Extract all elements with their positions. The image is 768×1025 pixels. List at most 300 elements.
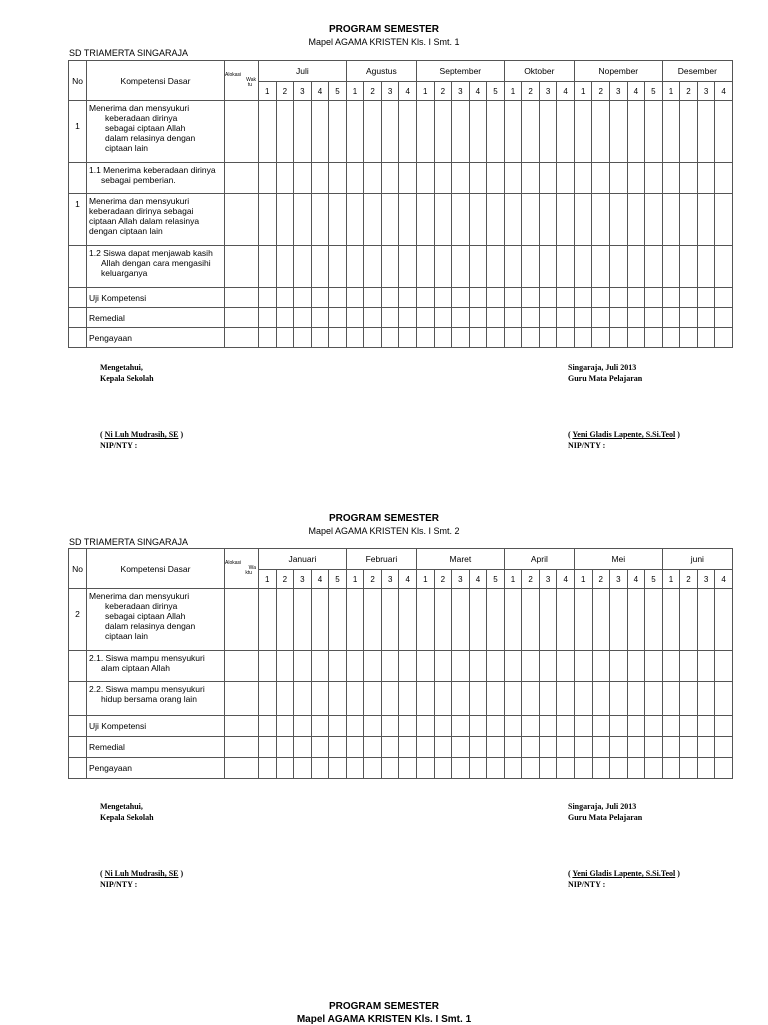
week-number: 1 xyxy=(662,82,680,101)
week-cell xyxy=(504,308,522,328)
week-cell xyxy=(610,246,628,288)
week-cell xyxy=(557,163,575,194)
week-cell xyxy=(680,737,698,758)
week-cell xyxy=(294,651,312,682)
week-cell xyxy=(416,288,434,308)
week-cell xyxy=(294,328,312,348)
kompetensi-dasar-line: ciptaan lain xyxy=(105,143,149,153)
week-cell xyxy=(452,163,470,194)
alokasi-label-part: Alokasi xyxy=(225,560,242,566)
signature-right xyxy=(568,362,680,451)
week-number: 4 xyxy=(557,82,575,101)
week-number: 1 xyxy=(416,82,434,101)
week-cell xyxy=(504,737,522,758)
week-cell xyxy=(469,737,487,758)
week-cell xyxy=(539,589,557,651)
kompetensi-dasar-cell xyxy=(87,758,225,779)
week-cell xyxy=(259,651,277,682)
kompetensi-dasar-line: sebagai ciptaan Allah xyxy=(105,611,186,621)
week-cell xyxy=(416,194,434,246)
week-cell xyxy=(680,589,698,651)
kompetensi-dasar-cell xyxy=(87,288,225,308)
week-cell xyxy=(610,737,628,758)
week-cell xyxy=(276,308,294,328)
week-number: 4 xyxy=(311,82,329,101)
week-cell xyxy=(680,758,698,779)
week-number: 4 xyxy=(715,82,733,101)
week-number: 3 xyxy=(452,570,470,589)
week-cell xyxy=(610,308,628,328)
week-number: 4 xyxy=(557,570,575,589)
sign-right-nip: NIP/NTY : xyxy=(568,880,606,889)
week-cell xyxy=(294,308,312,328)
week-cell xyxy=(662,194,680,246)
week-cell xyxy=(294,716,312,737)
week-number: 1 xyxy=(259,82,277,101)
week-cell xyxy=(487,682,505,716)
week-cell xyxy=(452,288,470,308)
week-cell xyxy=(364,589,382,651)
kompetensi-dasar-cell xyxy=(87,737,225,758)
table-row xyxy=(69,651,733,682)
week-cell xyxy=(452,194,470,246)
week-cell xyxy=(276,716,294,737)
kompetensi-dasar-line: Menerima dan mensyukuri xyxy=(89,103,190,113)
kompetensi-dasar-line: hidup bersama orang lain xyxy=(101,694,197,704)
week-cell xyxy=(557,737,575,758)
week-cell xyxy=(645,651,663,682)
week-cell xyxy=(329,716,347,737)
row-number xyxy=(69,651,87,682)
sign-right-line2: Guru Mata Pelajaran xyxy=(568,813,643,822)
sign-left-name: ( Ni Luh Mudrasih, SE ) xyxy=(100,869,184,878)
week-cell xyxy=(417,716,435,737)
row-number: 1 xyxy=(69,101,87,163)
week-cell xyxy=(259,737,277,758)
week-cell xyxy=(346,328,364,348)
week-number: 3 xyxy=(381,82,399,101)
week-number: 2 xyxy=(680,570,698,589)
week-cell xyxy=(574,328,592,348)
signature-right xyxy=(568,801,680,890)
week-cell xyxy=(522,682,540,716)
week-cell xyxy=(364,288,382,308)
week-cell xyxy=(259,758,277,779)
row-number xyxy=(69,308,87,328)
week-cell xyxy=(662,682,680,716)
week-cell xyxy=(294,589,312,651)
kompetensi-dasar-line: Allah dengan cara mengasihi xyxy=(101,258,211,268)
week-cell xyxy=(487,589,505,651)
kompetensi-dasar-line: 2.1. Siswa mampu mensyukuri xyxy=(89,653,205,663)
week-cell xyxy=(557,682,575,716)
week-cell xyxy=(434,246,452,288)
week-cell xyxy=(311,246,329,288)
week-cell xyxy=(592,246,610,288)
week-cell xyxy=(311,308,329,328)
week-number: 3 xyxy=(452,82,470,101)
week-cell xyxy=(715,651,733,682)
week-number: 5 xyxy=(487,570,505,589)
principal-name: Ni Luh Mudrasih, SE xyxy=(104,430,179,439)
week-cell xyxy=(294,163,312,194)
month-header: Januari xyxy=(259,549,347,570)
page-subtitle: Mapel AGAMA KRISTEN Kls. I Smt. 1 xyxy=(308,37,460,47)
week-cell xyxy=(469,308,487,328)
week-cell xyxy=(610,682,628,716)
week-number: 1 xyxy=(574,570,592,589)
week-cell xyxy=(574,682,592,716)
week-cell xyxy=(259,716,277,737)
week-cell xyxy=(364,328,382,348)
week-cell xyxy=(645,308,663,328)
alokasi-cell xyxy=(225,246,259,288)
week-cell xyxy=(522,163,540,194)
month-header: Mei xyxy=(574,549,662,570)
week-cell xyxy=(627,716,645,737)
week-cell xyxy=(452,101,470,163)
week-cell xyxy=(381,246,399,288)
week-cell xyxy=(487,163,505,194)
week-cell xyxy=(504,589,522,651)
week-cell xyxy=(627,246,645,288)
signature-left xyxy=(100,362,183,451)
week-number: 2 xyxy=(434,82,452,101)
month-header: Februari xyxy=(346,549,416,570)
week-cell xyxy=(469,651,487,682)
week-cell xyxy=(452,328,470,348)
week-cell xyxy=(592,589,610,651)
kompetensi-dasar-line: ciptaan Allah dalam relasinya xyxy=(89,216,200,226)
kompetensi-dasar-line: alam ciptaan Allah xyxy=(101,663,170,673)
sign-left-name: ( Ni Luh Mudrasih, SE ) xyxy=(100,430,184,439)
month-header: juni xyxy=(662,549,732,570)
week-cell xyxy=(364,194,382,246)
program-semester-table xyxy=(68,60,733,348)
week-cell xyxy=(574,288,592,308)
program-semester-table xyxy=(68,548,733,779)
week-cell xyxy=(645,163,663,194)
week-cell xyxy=(539,328,557,348)
alokasi-cell xyxy=(225,163,259,194)
week-cell xyxy=(557,101,575,163)
week-cell xyxy=(662,716,680,737)
week-cell xyxy=(645,328,663,348)
week-cell xyxy=(487,308,505,328)
week-cell xyxy=(399,328,417,348)
week-cell xyxy=(381,194,399,246)
week-cell xyxy=(416,163,434,194)
week-cell xyxy=(487,737,505,758)
week-cell xyxy=(416,101,434,163)
kompetensi-dasar-line: Remedial xyxy=(89,312,125,323)
week-number: 1 xyxy=(504,82,522,101)
week-cell xyxy=(574,194,592,246)
week-number: 2 xyxy=(434,570,452,589)
week-number: 3 xyxy=(697,82,715,101)
week-cell xyxy=(574,101,592,163)
page-subtitle: Mapel AGAMA KRISTEN Kls. I Smt. 2 xyxy=(308,526,460,536)
week-cell xyxy=(574,651,592,682)
week-cell xyxy=(574,163,592,194)
week-cell xyxy=(557,589,575,651)
week-cell xyxy=(592,758,610,779)
week-cell xyxy=(469,288,487,308)
week-number: 4 xyxy=(627,82,645,101)
table-row xyxy=(69,246,733,288)
week-cell xyxy=(697,682,715,716)
week-cell xyxy=(592,194,610,246)
kompetensi-dasar-line: ciptaan lain xyxy=(105,631,149,641)
page-title: PROGRAM SEMESTER xyxy=(328,1001,439,1012)
week-cell xyxy=(592,716,610,737)
week-cell xyxy=(522,716,540,737)
kompetensi-dasar-line: keluarganya xyxy=(101,268,148,278)
week-cell xyxy=(539,308,557,328)
week-cell xyxy=(416,328,434,348)
week-cell xyxy=(522,194,540,246)
week-number: 2 xyxy=(522,82,540,101)
week-cell xyxy=(276,589,294,651)
week-cell xyxy=(662,328,680,348)
sign-left-line1: Mengetahui, xyxy=(100,363,143,372)
week-cell xyxy=(399,194,417,246)
week-number: 5 xyxy=(645,82,663,101)
week-cell xyxy=(715,682,733,716)
week-cell xyxy=(645,682,663,716)
week-cell xyxy=(311,101,329,163)
week-cell xyxy=(645,589,663,651)
table-row xyxy=(69,194,733,246)
week-cell xyxy=(610,163,628,194)
week-cell xyxy=(592,308,610,328)
alokasi-cell xyxy=(225,589,259,651)
week-cell xyxy=(469,101,487,163)
page-title: PROGRAM SEMESTER xyxy=(328,24,439,35)
week-cell xyxy=(276,328,294,348)
week-cell xyxy=(610,194,628,246)
week-number: 4 xyxy=(715,570,733,589)
row-number xyxy=(69,737,87,758)
week-cell xyxy=(610,651,628,682)
week-cell xyxy=(680,308,698,328)
month-header: Oktober xyxy=(504,61,574,82)
week-cell xyxy=(627,651,645,682)
week-cell xyxy=(346,682,364,716)
alokasi-cell xyxy=(225,308,259,328)
week-cell xyxy=(364,308,382,328)
kompetensi-dasar-line: Uji Kompetensi xyxy=(89,721,147,731)
week-cell xyxy=(680,246,698,288)
week-cell xyxy=(469,194,487,246)
week-number: 1 xyxy=(346,82,364,101)
week-cell xyxy=(329,589,347,651)
week-number: 4 xyxy=(469,82,487,101)
sign-left-nip: NIP/NTY : xyxy=(100,880,138,889)
week-cell xyxy=(504,246,522,288)
week-number: 4 xyxy=(469,570,487,589)
week-cell xyxy=(259,101,277,163)
week-number: 2 xyxy=(276,82,294,101)
week-cell xyxy=(294,288,312,308)
week-cell xyxy=(469,163,487,194)
week-cell xyxy=(645,758,663,779)
table-row xyxy=(69,163,733,194)
table-row xyxy=(69,589,733,651)
week-cell xyxy=(680,101,698,163)
week-cell xyxy=(346,758,364,779)
week-cell xyxy=(610,328,628,348)
week-cell xyxy=(662,737,680,758)
week-cell xyxy=(381,651,399,682)
week-cell xyxy=(574,737,592,758)
week-cell xyxy=(715,589,733,651)
week-cell xyxy=(276,737,294,758)
row-number xyxy=(69,288,87,308)
week-cell xyxy=(381,758,399,779)
week-cell xyxy=(504,163,522,194)
week-cell xyxy=(399,758,417,779)
school-name: SD TRIAMERTA SINGARAJA xyxy=(69,537,189,547)
week-cell xyxy=(557,758,575,779)
week-cell xyxy=(487,288,505,308)
row-number xyxy=(69,716,87,737)
week-cell xyxy=(574,308,592,328)
week-cell xyxy=(697,758,715,779)
week-cell xyxy=(504,288,522,308)
week-cell xyxy=(259,308,277,328)
week-cell xyxy=(680,716,698,737)
week-cell xyxy=(504,716,522,737)
week-cell xyxy=(259,589,277,651)
week-cell xyxy=(346,101,364,163)
week-cell xyxy=(311,737,329,758)
principal-name: Ni Luh Mudrasih, SE xyxy=(104,869,179,878)
week-cell xyxy=(504,101,522,163)
week-cell xyxy=(697,163,715,194)
week-cell xyxy=(452,682,470,716)
week-cell xyxy=(469,328,487,348)
week-cell xyxy=(311,716,329,737)
row-number xyxy=(69,758,87,779)
week-cell xyxy=(381,101,399,163)
week-cell xyxy=(627,101,645,163)
week-number: 3 xyxy=(610,82,628,101)
week-cell xyxy=(592,682,610,716)
week-cell xyxy=(662,163,680,194)
week-cell xyxy=(539,194,557,246)
week-cell xyxy=(697,101,715,163)
week-number: 5 xyxy=(329,570,347,589)
week-cell xyxy=(434,758,452,779)
week-cell xyxy=(487,758,505,779)
kompetensi-dasar-cell xyxy=(87,682,225,716)
week-cell xyxy=(311,682,329,716)
kompetensi-dasar-line: keberadaan dirinya xyxy=(105,601,178,611)
week-cell xyxy=(592,737,610,758)
week-cell xyxy=(434,716,452,737)
week-number: 1 xyxy=(346,570,364,589)
week-number: 4 xyxy=(399,82,417,101)
week-cell xyxy=(259,288,277,308)
week-cell xyxy=(364,737,382,758)
week-cell xyxy=(399,308,417,328)
kompetensi-dasar-line: Pengayaan xyxy=(89,332,133,343)
week-cell xyxy=(574,716,592,737)
sign-left-line2: Kepala Sekolah xyxy=(100,374,154,383)
week-cell xyxy=(329,163,347,194)
week-cell xyxy=(662,288,680,308)
teacher-name: Yeni Gladis Lapente, S.Si.Teol xyxy=(572,869,676,878)
week-cell xyxy=(522,246,540,288)
week-cell xyxy=(276,682,294,716)
week-cell xyxy=(399,163,417,194)
week-number: 2 xyxy=(364,570,382,589)
kompetensi-dasar-cell xyxy=(87,246,225,288)
week-cell xyxy=(417,737,435,758)
week-number: 1 xyxy=(574,82,592,101)
alokasi-cell xyxy=(225,194,259,246)
week-cell xyxy=(697,328,715,348)
week-cell xyxy=(469,682,487,716)
week-cell xyxy=(259,163,277,194)
week-cell xyxy=(259,246,277,288)
week-cell xyxy=(539,651,557,682)
week-number: 4 xyxy=(399,570,417,589)
week-cell xyxy=(381,716,399,737)
week-cell xyxy=(662,308,680,328)
alokasi-label-part: tu xyxy=(247,82,252,88)
week-cell xyxy=(522,651,540,682)
kompetensi-dasar-line: 2.2. Siswa mampu mensyukuri xyxy=(89,684,205,694)
week-cell xyxy=(311,194,329,246)
week-cell xyxy=(434,288,452,308)
row-number xyxy=(69,163,87,194)
week-cell xyxy=(487,651,505,682)
week-number: 3 xyxy=(381,570,399,589)
signature-left xyxy=(100,801,183,890)
week-cell xyxy=(715,163,733,194)
week-cell xyxy=(399,716,417,737)
alokasi-cell xyxy=(225,716,259,737)
week-cell xyxy=(452,589,470,651)
week-cell xyxy=(539,246,557,288)
week-cell xyxy=(627,194,645,246)
week-cell xyxy=(645,246,663,288)
week-number: 2 xyxy=(522,570,540,589)
week-cell xyxy=(294,246,312,288)
week-cell xyxy=(557,194,575,246)
week-cell xyxy=(294,101,312,163)
week-cell xyxy=(469,246,487,288)
school-name: SD TRIAMERTA SINGARAJA xyxy=(69,48,189,58)
week-cell xyxy=(452,651,470,682)
week-cell xyxy=(697,246,715,288)
week-cell xyxy=(311,651,329,682)
week-cell xyxy=(399,288,417,308)
week-cell xyxy=(452,246,470,288)
week-cell xyxy=(680,682,698,716)
week-cell xyxy=(662,246,680,288)
week-cell xyxy=(539,101,557,163)
week-cell xyxy=(487,101,505,163)
week-cell xyxy=(364,651,382,682)
kompetensi-dasar-cell xyxy=(87,194,225,246)
week-cell xyxy=(329,308,347,328)
table-row xyxy=(69,758,733,779)
week-cell xyxy=(539,163,557,194)
alokasi-cell xyxy=(225,288,259,308)
